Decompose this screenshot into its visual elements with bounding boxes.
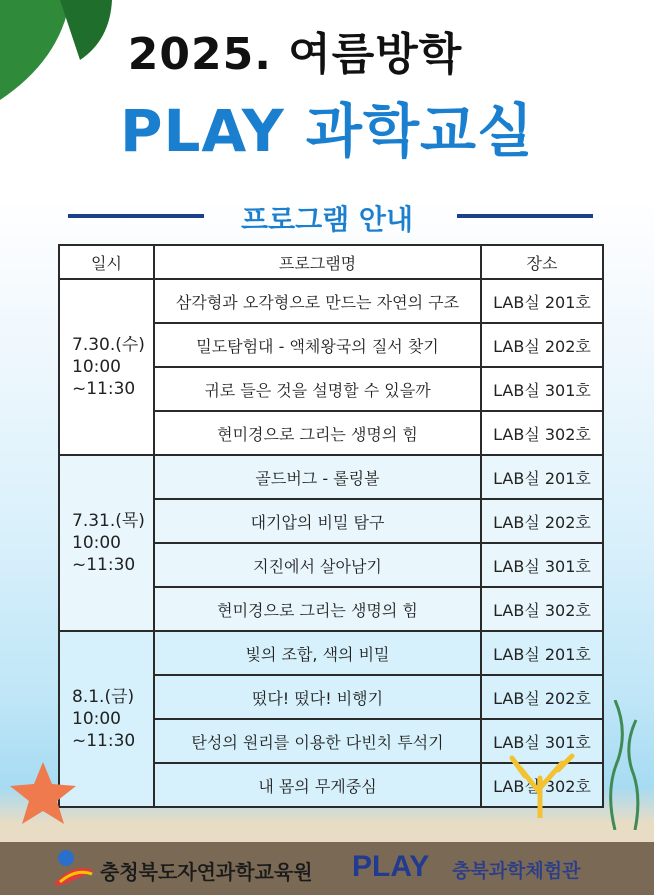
page-title-main: PLAY 과학교실 xyxy=(119,97,535,165)
heading-rule-right xyxy=(457,214,593,218)
place-cell: LAB실 202호 xyxy=(481,499,603,543)
footer-bar xyxy=(0,842,654,895)
program-cell: 탄성의 원리를 이용한 다빈치 투석기 xyxy=(154,719,481,763)
place-cell: LAB실 301호 xyxy=(481,367,603,411)
footer-organization-name: 충청북도자연과학교육원 xyxy=(100,860,313,884)
education-office-logo-icon xyxy=(52,848,96,888)
table-row xyxy=(59,631,603,675)
date-cell: 7.30.(수) 10:00 ~11:30 xyxy=(59,279,154,455)
program-cell: 내 몸의 무게중심 xyxy=(154,763,481,807)
column-header-date: 일시 xyxy=(59,245,154,279)
table-row xyxy=(59,455,603,499)
program-cell: 현미경으로 그리는 생명의 힘 xyxy=(154,587,481,631)
page-title-year: 2025. 여름방학 xyxy=(127,29,463,80)
table-header-row xyxy=(59,245,603,279)
section-heading-text: 프로그램 안내 xyxy=(240,203,414,236)
seaweed-icon xyxy=(600,700,650,830)
schedule-table xyxy=(58,244,604,808)
coral-icon xyxy=(500,748,580,818)
place-cell: LAB실 301호 xyxy=(481,543,603,587)
program-cell: 현미경으로 그리는 생명의 힘 xyxy=(154,411,481,455)
section-heading xyxy=(0,196,654,236)
program-cell: 삼각형과 오각형으로 만드는 자연의 구조 xyxy=(154,279,481,323)
place-cell: LAB실 302호 xyxy=(481,763,603,807)
column-header-program: 프로그램명 xyxy=(154,245,481,279)
footer-museum-name: 충북과학체험관 xyxy=(452,860,581,882)
place-cell: LAB실 202호 xyxy=(481,323,603,367)
place-cell: LAB실 201호 xyxy=(481,631,603,675)
program-cell: 떴다! 떴다! 비행기 xyxy=(154,675,481,719)
place-cell: LAB실 201호 xyxy=(481,279,603,323)
place-cell: LAB실 302호 xyxy=(481,411,603,455)
place-cell: LAB실 201호 xyxy=(481,455,603,499)
program-cell: 대기압의 비밀 탐구 xyxy=(154,499,481,543)
date-cell: 8.1.(금) 10:00 ~11:30 xyxy=(59,631,154,807)
place-cell: LAB실 302호 xyxy=(481,587,603,631)
place-cell: LAB실 301호 xyxy=(481,719,603,763)
program-cell: 빛의 조합, 색의 비밀 xyxy=(154,631,481,675)
column-header-place: 장소 xyxy=(481,245,603,279)
program-cell: 지진에서 살아남기 xyxy=(154,543,481,587)
program-cell: 밀도탐험대 - 액체왕국의 질서 찾기 xyxy=(154,323,481,367)
schedule-group-0731 xyxy=(59,455,603,631)
program-cell: 골드버그 - 롤링볼 xyxy=(154,455,481,499)
starfish-icon xyxy=(8,758,78,828)
place-cell: LAB실 202호 xyxy=(481,675,603,719)
program-cell: 귀로 들은 것을 설명할 수 있을까 xyxy=(154,367,481,411)
date-cell: 7.31.(목) 10:00 ~11:30 xyxy=(59,455,154,631)
schedule-group-0730 xyxy=(59,279,603,455)
play-science-logo: PLAY xyxy=(352,850,430,883)
table-row xyxy=(59,279,603,323)
